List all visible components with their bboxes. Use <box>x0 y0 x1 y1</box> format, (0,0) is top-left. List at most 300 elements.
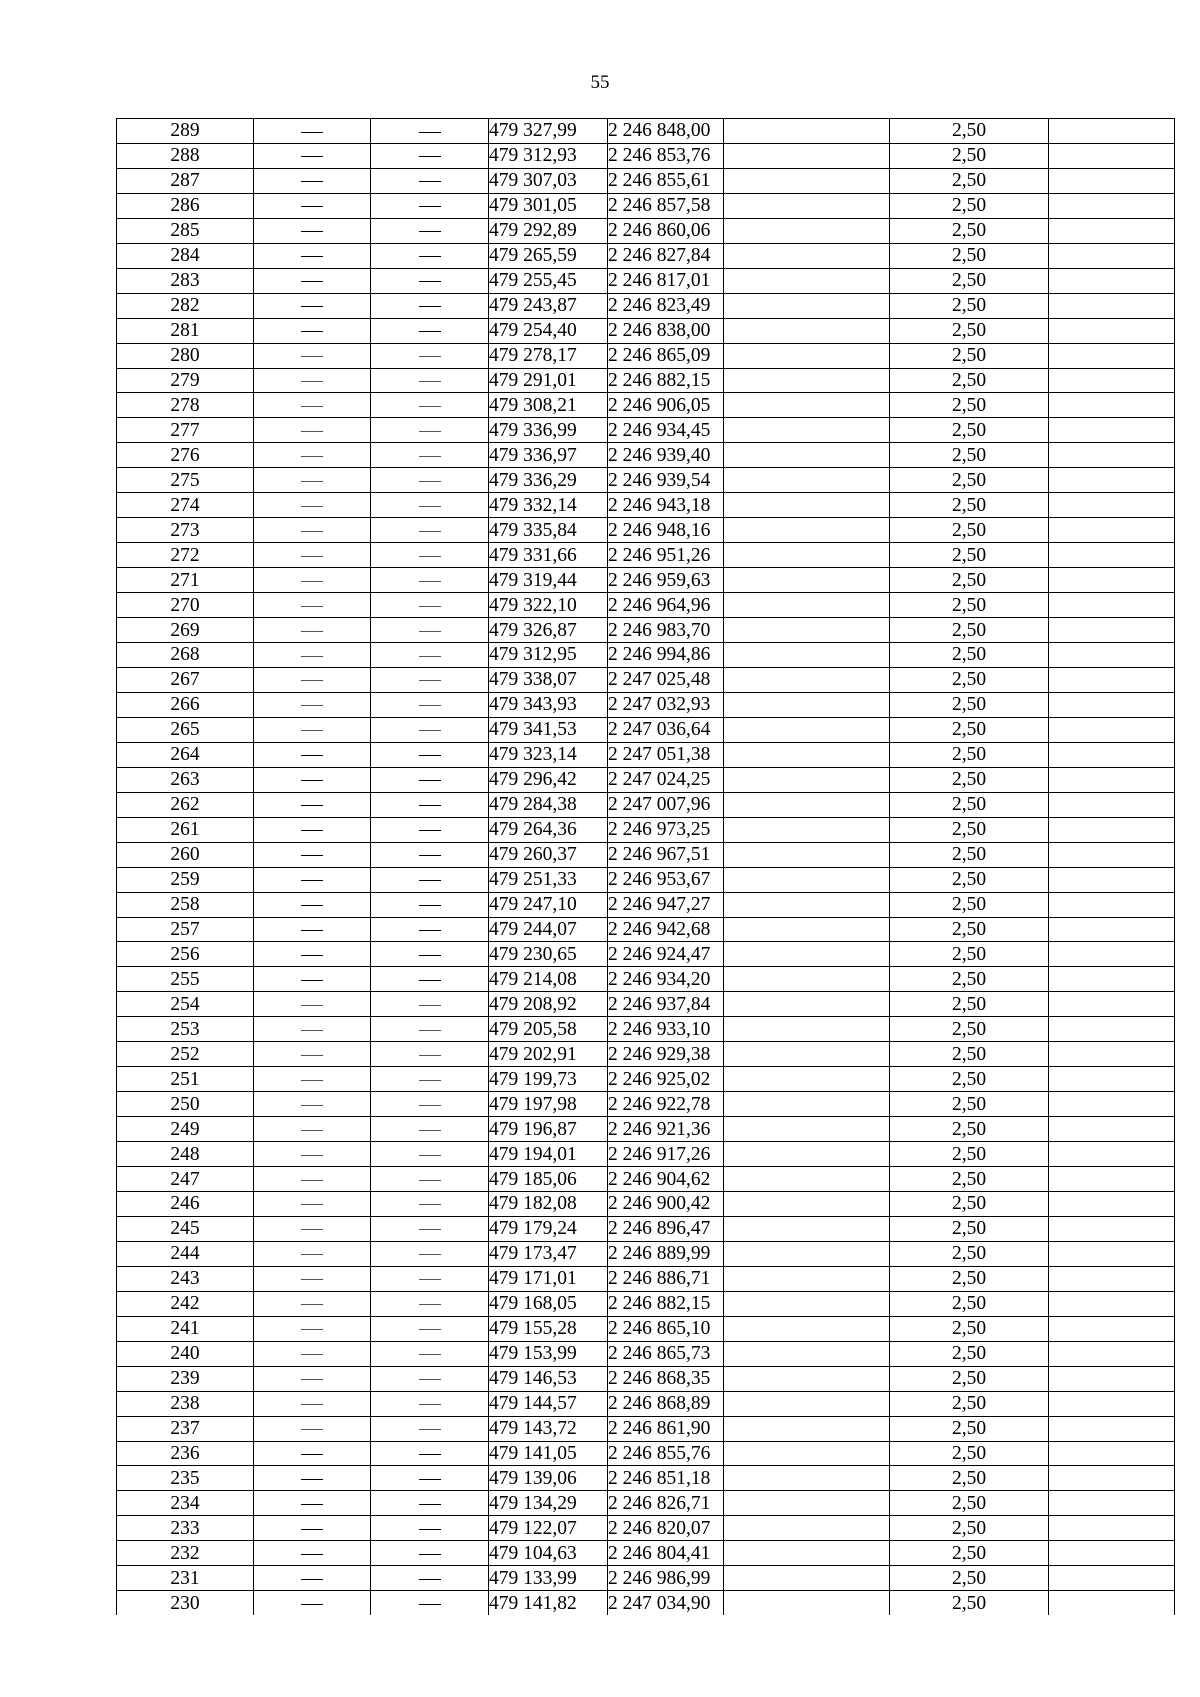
dash-cell-1 <box>254 1341 371 1366</box>
dash-mark <box>301 132 323 133</box>
dash-cell-1 <box>254 293 371 318</box>
empty-cell <box>724 293 890 318</box>
point-number-cell: 256 <box>117 942 254 967</box>
dash-mark <box>419 1329 441 1330</box>
empty-cell <box>1049 318 1175 343</box>
dash-cell-1 <box>254 1216 371 1241</box>
empty-cell <box>724 1366 890 1391</box>
tolerance-cell: 2,50 <box>890 1491 1049 1516</box>
empty-cell <box>1049 218 1175 243</box>
empty-cell <box>1049 942 1175 967</box>
point-number-cell: 267 <box>117 667 254 692</box>
dash-cell-1 <box>254 1191 371 1216</box>
point-number-cell: 287 <box>117 168 254 193</box>
x-coordinate-cell: 479 146,53 <box>489 1366 608 1391</box>
empty-cell <box>1049 1566 1175 1591</box>
dash-mark <box>419 755 441 756</box>
dash-mark <box>419 805 441 806</box>
dash-mark <box>419 1229 441 1230</box>
empty-cell <box>724 842 890 867</box>
y-coordinate-cell: 2 246 983,70 <box>608 618 724 643</box>
empty-cell <box>724 942 890 967</box>
tolerance-cell: 2,50 <box>890 1341 1049 1366</box>
empty-cell <box>1049 1516 1175 1541</box>
dash-mark <box>301 381 323 382</box>
dash-cell-1 <box>254 1491 371 1516</box>
dash-cell-1 <box>254 143 371 168</box>
dash-cell-2 <box>371 967 489 992</box>
table-row <box>117 717 1175 742</box>
dash-cell-2 <box>371 767 489 792</box>
y-coordinate-cell: 2 246 953,67 <box>608 867 724 892</box>
dash-cell-2 <box>371 1191 489 1216</box>
point-number-cell: 264 <box>117 742 254 767</box>
x-coordinate-cell: 479 243,87 <box>489 293 608 318</box>
table-row <box>117 1042 1175 1067</box>
tolerance-cell: 2,50 <box>890 1466 1049 1491</box>
dash-mark <box>419 1454 441 1455</box>
dash-mark <box>301 1204 323 1205</box>
empty-cell <box>1049 692 1175 717</box>
dash-mark <box>301 1130 323 1131</box>
y-coordinate-cell: 2 246 934,45 <box>608 418 724 443</box>
point-number-cell: 285 <box>117 218 254 243</box>
dash-mark <box>301 830 323 831</box>
empty-cell <box>724 1491 890 1516</box>
dash-mark <box>301 1329 323 1330</box>
dash-mark <box>419 1105 441 1106</box>
point-number-cell: 246 <box>117 1191 254 1216</box>
table-row <box>117 1191 1175 1216</box>
dash-mark <box>419 531 441 532</box>
y-coordinate-cell: 2 246 937,84 <box>608 992 724 1017</box>
table-row <box>117 792 1175 817</box>
table-row <box>117 293 1175 318</box>
x-coordinate-cell: 479 194,01 <box>489 1142 608 1167</box>
x-coordinate-cell: 479 341,53 <box>489 717 608 742</box>
y-coordinate-cell: 2 247 025,48 <box>608 667 724 692</box>
dash-cell-1 <box>254 1366 371 1391</box>
tolerance-cell: 2,50 <box>890 1316 1049 1341</box>
table-row <box>117 1241 1175 1266</box>
table-row <box>117 742 1175 767</box>
dash-cell-2 <box>371 318 489 343</box>
dash-cell-2 <box>371 1266 489 1291</box>
x-coordinate-cell: 479 134,29 <box>489 1491 608 1516</box>
empty-cell <box>1049 842 1175 867</box>
empty-cell <box>1049 1167 1175 1192</box>
dash-mark <box>419 132 441 133</box>
dash-mark <box>301 1304 323 1305</box>
x-coordinate-cell: 479 284,38 <box>489 792 608 817</box>
point-number-cell: 280 <box>117 343 254 368</box>
dash-mark <box>419 1304 441 1305</box>
table-row <box>117 867 1175 892</box>
x-coordinate-cell: 479 291,01 <box>489 368 608 393</box>
dash-mark <box>419 581 441 582</box>
table-row <box>117 992 1175 1017</box>
x-coordinate-cell: 479 244,07 <box>489 917 608 942</box>
dash-mark <box>301 581 323 582</box>
y-coordinate-cell: 2 246 964,96 <box>608 593 724 618</box>
x-coordinate-cell: 479 312,95 <box>489 643 608 668</box>
tolerance-cell: 2,50 <box>890 667 1049 692</box>
dash-cell-1 <box>254 243 371 268</box>
dash-mark <box>419 1354 441 1355</box>
table-row <box>117 942 1175 967</box>
dash-mark <box>301 1604 323 1605</box>
tolerance-cell: 2,50 <box>890 1516 1049 1541</box>
dash-cell-1 <box>254 1391 371 1416</box>
tolerance-cell: 2,50 <box>890 643 1049 668</box>
dash-mark <box>419 1130 441 1131</box>
point-number-cell: 247 <box>117 1167 254 1192</box>
table-row <box>117 1216 1175 1241</box>
y-coordinate-cell: 2 246 943,18 <box>608 493 724 518</box>
y-coordinate-cell: 2 246 865,10 <box>608 1316 724 1341</box>
tolerance-cell: 2,50 <box>890 967 1049 992</box>
dash-cell-2 <box>371 1591 489 1615</box>
empty-cell <box>724 1541 890 1566</box>
dash-mark <box>419 306 441 307</box>
empty-cell <box>724 992 890 1017</box>
point-number-cell: 278 <box>117 393 254 418</box>
point-number-cell: 249 <box>117 1117 254 1142</box>
dash-cell-2 <box>371 842 489 867</box>
empty-cell <box>1049 1591 1175 1615</box>
empty-cell <box>724 493 890 518</box>
dash-mark <box>419 1529 441 1530</box>
dash-cell-1 <box>254 1067 371 1092</box>
tolerance-cell: 2,50 <box>890 293 1049 318</box>
point-number-cell: 266 <box>117 692 254 717</box>
y-coordinate-cell: 2 246 967,51 <box>608 842 724 867</box>
dash-mark <box>301 880 323 881</box>
y-coordinate-cell: 2 246 959,63 <box>608 568 724 593</box>
dash-mark <box>301 980 323 981</box>
dash-mark <box>301 431 323 432</box>
point-number-cell: 244 <box>117 1241 254 1266</box>
y-coordinate-cell: 2 246 853,76 <box>608 143 724 168</box>
table-row <box>117 493 1175 518</box>
empty-cell <box>724 917 890 942</box>
y-coordinate-cell: 2 246 820,07 <box>608 1516 724 1541</box>
tolerance-cell: 2,50 <box>890 1416 1049 1441</box>
dash-mark <box>419 730 441 731</box>
dash-cell-1 <box>254 717 371 742</box>
empty-cell <box>724 867 890 892</box>
dash-cell-1 <box>254 1416 371 1441</box>
empty-cell <box>724 1117 890 1142</box>
point-number-cell: 241 <box>117 1316 254 1341</box>
dash-mark <box>419 780 441 781</box>
empty-cell <box>1049 1341 1175 1366</box>
y-coordinate-cell: 2 246 929,38 <box>608 1042 724 1067</box>
tolerance-cell: 2,50 <box>890 368 1049 393</box>
x-coordinate-cell: 479 208,92 <box>489 992 608 1017</box>
dash-mark <box>301 506 323 507</box>
dash-cell-2 <box>371 667 489 692</box>
empty-cell <box>1049 468 1175 493</box>
empty-cell <box>1049 1067 1175 1092</box>
x-coordinate-cell: 479 308,21 <box>489 393 608 418</box>
tolerance-cell: 2,50 <box>890 1591 1049 1615</box>
dash-mark <box>419 1504 441 1505</box>
dash-mark <box>419 1254 441 1255</box>
dash-cell-1 <box>254 742 371 767</box>
dash-mark <box>419 1180 441 1181</box>
dash-cell-2 <box>371 1341 489 1366</box>
empty-cell <box>724 168 890 193</box>
point-number-cell: 233 <box>117 1516 254 1541</box>
dash-mark <box>301 1080 323 1081</box>
point-number-cell: 286 <box>117 193 254 218</box>
empty-cell <box>1049 168 1175 193</box>
dash-cell-1 <box>254 218 371 243</box>
dash-cell-2 <box>371 892 489 917</box>
dash-mark <box>301 1404 323 1405</box>
tolerance-cell: 2,50 <box>890 1042 1049 1067</box>
y-coordinate-cell: 2 246 868,35 <box>608 1366 724 1391</box>
tolerance-cell: 2,50 <box>890 443 1049 468</box>
empty-cell <box>724 443 890 468</box>
x-coordinate-cell: 479 122,07 <box>489 1516 608 1541</box>
empty-cell <box>1049 143 1175 168</box>
dash-mark <box>419 880 441 881</box>
empty-cell <box>1049 992 1175 1017</box>
tolerance-cell: 2,50 <box>890 1541 1049 1566</box>
x-coordinate-cell: 479 199,73 <box>489 1067 608 1092</box>
empty-cell <box>724 967 890 992</box>
dash-cell-1 <box>254 1566 371 1591</box>
dash-mark <box>301 905 323 906</box>
table-row <box>117 393 1175 418</box>
tolerance-cell: 2,50 <box>890 543 1049 568</box>
tolerance-cell: 2,50 <box>890 593 1049 618</box>
table-row <box>117 1266 1175 1291</box>
y-coordinate-cell: 2 246 951,26 <box>608 543 724 568</box>
dash-cell-2 <box>371 393 489 418</box>
point-number-cell: 283 <box>117 268 254 293</box>
dash-cell-1 <box>254 792 371 817</box>
dash-mark <box>419 406 441 407</box>
empty-cell <box>1049 618 1175 643</box>
dash-cell-1 <box>254 667 371 692</box>
dash-cell-1 <box>254 1591 371 1615</box>
y-coordinate-cell: 2 246 865,73 <box>608 1341 724 1366</box>
empty-cell <box>1049 1391 1175 1416</box>
dash-mark <box>301 406 323 407</box>
dash-mark <box>419 980 441 981</box>
tolerance-cell: 2,50 <box>890 992 1049 1017</box>
x-coordinate-cell: 479 336,29 <box>489 468 608 493</box>
x-coordinate-cell: 479 331,66 <box>489 543 608 568</box>
empty-cell <box>724 817 890 842</box>
dash-cell-2 <box>371 643 489 668</box>
point-number-cell: 243 <box>117 1266 254 1291</box>
dash-cell-2 <box>371 717 489 742</box>
empty-cell <box>724 1191 890 1216</box>
empty-cell <box>724 243 890 268</box>
dash-mark <box>301 331 323 332</box>
table-row <box>117 418 1175 443</box>
x-coordinate-cell: 479 255,45 <box>489 268 608 293</box>
dash-mark <box>301 606 323 607</box>
empty-cell <box>1049 892 1175 917</box>
dash-cell-1 <box>254 867 371 892</box>
y-coordinate-cell: 2 246 855,61 <box>608 168 724 193</box>
empty-cell <box>724 143 890 168</box>
dash-cell-2 <box>371 443 489 468</box>
point-number-cell: 250 <box>117 1092 254 1117</box>
empty-cell <box>1049 917 1175 942</box>
y-coordinate-cell: 2 247 036,64 <box>608 717 724 742</box>
tolerance-cell: 2,50 <box>890 1167 1049 1192</box>
point-number-cell: 260 <box>117 842 254 867</box>
y-coordinate-cell: 2 246 973,25 <box>608 817 724 842</box>
tolerance-cell: 2,50 <box>890 318 1049 343</box>
empty-cell <box>1049 1117 1175 1142</box>
point-number-cell: 248 <box>117 1142 254 1167</box>
table-row <box>117 667 1175 692</box>
empty-cell <box>724 1067 890 1092</box>
empty-cell <box>1049 1366 1175 1391</box>
y-coordinate-cell: 2 246 934,20 <box>608 967 724 992</box>
empty-cell <box>1049 1291 1175 1316</box>
x-coordinate-cell: 479 168,05 <box>489 1291 608 1316</box>
dash-mark <box>419 1155 441 1156</box>
dash-mark <box>301 955 323 956</box>
table-row <box>117 1441 1175 1466</box>
dash-cell-2 <box>371 618 489 643</box>
x-coordinate-cell: 479 254,40 <box>489 318 608 343</box>
dash-cell-1 <box>254 343 371 368</box>
empty-cell <box>724 1042 890 1067</box>
empty-cell <box>724 692 890 717</box>
point-number-cell: 259 <box>117 867 254 892</box>
point-number-cell: 276 <box>117 443 254 468</box>
table-row <box>117 443 1175 468</box>
empty-cell <box>724 667 890 692</box>
tolerance-cell: 2,50 <box>890 1241 1049 1266</box>
dash-cell-2 <box>371 1566 489 1591</box>
dash-cell-2 <box>371 692 489 717</box>
tolerance-cell: 2,50 <box>890 792 1049 817</box>
x-coordinate-cell: 479 335,84 <box>489 518 608 543</box>
dash-mark <box>301 656 323 657</box>
tolerance-cell: 2,50 <box>890 193 1049 218</box>
dash-mark <box>301 456 323 457</box>
empty-cell <box>1049 1191 1175 1216</box>
x-coordinate-cell: 479 260,37 <box>489 842 608 867</box>
table-row <box>117 593 1175 618</box>
point-number-cell: 270 <box>117 593 254 618</box>
x-coordinate-cell: 479 338,07 <box>489 667 608 692</box>
dash-cell-2 <box>371 1092 489 1117</box>
tolerance-cell: 2,50 <box>890 393 1049 418</box>
x-coordinate-cell: 479 182,08 <box>489 1191 608 1216</box>
dash-cell-2 <box>371 119 489 144</box>
dash-cell-1 <box>254 593 371 618</box>
empty-cell <box>1049 268 1175 293</box>
dash-mark <box>419 231 441 232</box>
dash-cell-1 <box>254 917 371 942</box>
table-row <box>117 1117 1175 1142</box>
empty-cell <box>724 193 890 218</box>
dash-mark <box>419 1479 441 1480</box>
empty-cell <box>724 792 890 817</box>
dash-cell-1 <box>254 1241 371 1266</box>
dash-cell-1 <box>254 568 371 593</box>
dash-cell-1 <box>254 1142 371 1167</box>
table-row <box>117 1366 1175 1391</box>
dash-mark <box>301 481 323 482</box>
empty-cell <box>1049 1092 1175 1117</box>
empty-cell <box>724 593 890 618</box>
tolerance-cell: 2,50 <box>890 1117 1049 1142</box>
dash-cell-1 <box>254 518 371 543</box>
empty-cell <box>1049 418 1175 443</box>
x-coordinate-cell: 479 265,59 <box>489 243 608 268</box>
table-row <box>117 917 1175 942</box>
x-coordinate-cell: 479 301,05 <box>489 193 608 218</box>
empty-cell <box>724 543 890 568</box>
point-number-cell: 284 <box>117 243 254 268</box>
point-number-cell: 261 <box>117 817 254 842</box>
dash-mark <box>419 506 441 507</box>
point-number-cell: 275 <box>117 468 254 493</box>
dash-cell-2 <box>371 243 489 268</box>
empty-cell <box>724 1216 890 1241</box>
x-coordinate-cell: 479 343,93 <box>489 692 608 717</box>
dash-mark <box>301 1030 323 1031</box>
table-row <box>117 568 1175 593</box>
empty-cell <box>1049 667 1175 692</box>
y-coordinate-cell: 2 246 994,86 <box>608 643 724 668</box>
empty-cell <box>724 1441 890 1466</box>
table-row <box>117 1391 1175 1416</box>
dash-mark <box>301 156 323 157</box>
y-coordinate-cell: 2 246 896,47 <box>608 1216 724 1241</box>
dash-mark <box>301 1105 323 1106</box>
empty-cell <box>1049 1266 1175 1291</box>
dash-mark <box>419 1279 441 1280</box>
dash-mark <box>419 256 441 257</box>
dash-mark <box>301 1429 323 1430</box>
tolerance-cell: 2,50 <box>890 518 1049 543</box>
x-coordinate-cell: 479 332,14 <box>489 493 608 518</box>
point-number-cell: 288 <box>117 143 254 168</box>
table-row <box>117 817 1175 842</box>
x-coordinate-cell: 479 202,91 <box>489 1042 608 1067</box>
dash-mark <box>301 531 323 532</box>
empty-cell <box>1049 1142 1175 1167</box>
y-coordinate-cell: 2 246 838,00 <box>608 318 724 343</box>
dash-mark <box>301 1504 323 1505</box>
table-row <box>117 1316 1175 1341</box>
x-coordinate-cell: 479 278,17 <box>489 343 608 368</box>
empty-cell <box>1049 867 1175 892</box>
dash-cell-2 <box>371 1067 489 1092</box>
dash-cell-1 <box>254 119 371 144</box>
empty-cell <box>724 1591 890 1615</box>
dash-cell-1 <box>254 493 371 518</box>
dash-mark <box>419 855 441 856</box>
point-number-cell: 231 <box>117 1566 254 1591</box>
dash-cell-1 <box>254 892 371 917</box>
y-coordinate-cell: 2 246 900,42 <box>608 1191 724 1216</box>
dash-mark <box>301 855 323 856</box>
